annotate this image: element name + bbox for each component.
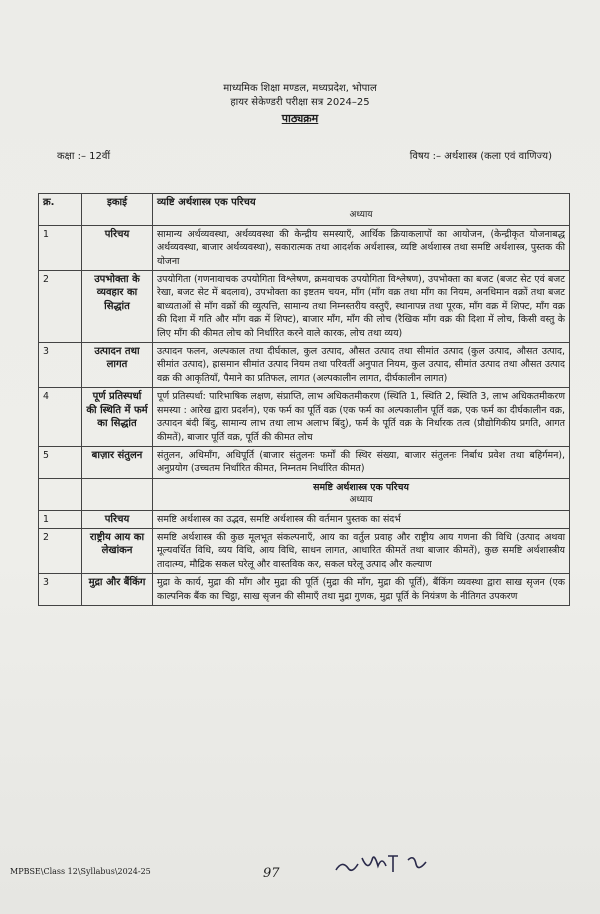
table-row (39, 528, 570, 573)
table-row (39, 388, 570, 447)
empty-cell (39, 478, 82, 510)
section-subtitle: अध्याय (349, 495, 373, 506)
row-sno: 2 (39, 271, 82, 343)
column-header-unit: इकाई (82, 194, 153, 226)
row-content: समष्टि अर्थशास्त्र की कुछ मूलभूत संकल्पनाएँ, आय का वर्तुल प्रवाह और राष्ट्रीय आय गणना की विधि (उत्पाद अथवा मूल्यवर्धित विधि, व्यय विधि, आय विधि, साधन लागत, आधारित कीमतें तथा बाजार कीमतें), कुछ समष्टि अर्थशास्त्रीय तादात्म्य, मौद्रिक सकल घरेलू और वास्तविक कर, सकल घरेलू उत्पाद और कल्याण (153, 528, 570, 573)
row-content: मुद्रा के कार्य, मुद्रा की माँग और मुद्रा की पूर्ति (मुद्रा की माँग, मुद्रा की पूर्ति), बैंकिंग व्यवस्था द्वारा साख सृजन (एक काल्पनिक बैंक का चिट्ठा, साख सृजन की सीमाएँ तथा मुद्रा गुणक, मुद्रा पूर्ति के नियंत्रण के नीतिगत उपकरण (153, 574, 570, 606)
row-unit: बाज़ार संतुलन (82, 446, 153, 478)
row-sno: 1 (39, 510, 82, 528)
table-row (39, 343, 570, 388)
syllabus-title: पाठ्यक्रम (281, 112, 319, 125)
row-unit: पूर्ण प्रतिस्पर्धा की स्थिति में फर्म का सिद्धांत (82, 388, 153, 447)
row-content: संतुलन, अधिमाँग, अधिपूर्ति (बाजार संतुलनः फर्मों की स्थिर संख्या, बाजार संतुलनः निर्बाध प्रवेश तथा बहिर्गमन), अनुप्रयोग (उच्चतम निर्धारित कीमत, निम्नतम निर्धारित कीमत) (153, 446, 570, 478)
table-row (39, 225, 570, 270)
board-name: माध्यमिक शिक्षा मण्डल, मध्यप्रदेश, भोपाल (223, 83, 377, 94)
class-label: कक्षा :– 12वीं (57, 151, 111, 162)
table-row (39, 446, 570, 478)
row-unit: परिचय (82, 225, 153, 270)
section-title: समष्टि अर्थशास्त्र एक परिचय (313, 481, 409, 493)
row-unit: मुद्रा और बैंकिंग (82, 574, 153, 606)
subject-label: विषय :– अर्थशास्त्र (कला एवं वाणिज्य) (409, 151, 552, 162)
section-row-macro (39, 478, 570, 510)
row-content: उपयोगिता (गणनावाचक उपयोगिता विश्लेषण, क्रमवाचक उपयोगिता विश्लेषण), उपभोक्ता का बजट (बजट सेट एवं बजट रेखा, बजट सेट में बदलाव), उपभोक्ता का इष्टतम चयन, माँग (माँग वक्र तथा माँग का नियम, अनधिमान वक्रों तथा बजट बाध्यताओं से माँग वक्रों की व्युत्पत्ति, सामान्य तथा निम्नस्तरीय वस्तुएँ, स्थानापन्न तथा पूरक, माँग वक्र में शिफ्ट, माँग वक्र की दिशा में गति और माँग वक्र में शिफ्ट), बाजार माँग, माँग की लोच (रैखिक माँग वक्र की दिशा में लोच, किसी वस्तु के लिए माँग की कीमत लोच को निर्धारित करने वाले कारक, लोच तथा व्यय) (153, 271, 570, 343)
row-sno: 2 (39, 528, 82, 573)
section-heading-macro (153, 478, 570, 510)
empty-cell (82, 478, 153, 510)
row-sno: 5 (39, 446, 82, 478)
row-unit: परिचय (82, 510, 153, 528)
table-row (39, 510, 570, 528)
table-row (39, 271, 570, 343)
section-subtitle: अध्याय (349, 210, 373, 221)
table-row (39, 574, 570, 606)
row-sno: 3 (39, 343, 82, 388)
row-unit: उपभोक्ता के व्यवहार का सिद्धांत (82, 271, 153, 343)
row-sno: 1 (39, 225, 82, 270)
row-sno: 4 (39, 388, 82, 447)
exam-session: हायर सेकेण्डरी परीक्षा सत्र 2024–25 (230, 97, 370, 108)
syllabus-table (38, 193, 570, 606)
section-title: व्यष्टि अर्थशास्त्र एक परिचय (157, 197, 256, 208)
section-heading-micro (153, 194, 570, 226)
column-header-sno: क्र. (39, 194, 82, 226)
row-sno: 3 (39, 574, 82, 606)
row-content: उत्पादन फलन, अल्पकाल तथा दीर्घकाल, कुल उत्पाद, औसत उत्पाद तथा सीमांत उत्पाद (कुल उत्पाद, औसत उत्पाद, सीमांत उत्पाद), ह्रासमान सीमांत उत्पाद नियम तथा परिवर्ती अनुपात नियम, कुल उत्पाद, सीमांत उत्पाद तथा औसत उत्पाद वक्र की आकृतियाँ, पैमाने का प्रतिफल, लागत (अल्पकालीन लागत, दीर्घकालीन लागत) (153, 343, 570, 388)
row-content: सामान्य अर्थव्यवस्था, अर्थव्यवस्था की केन्द्रीय समस्याएँ, आर्थिक क्रियाकलापों का आयोजन, (केन्द्रीकृत योजनाबद्ध अर्थव्यवस्था, बाजार अर्थव्यवस्था), सकारात्मक तथा आदर्शक अर्थशास्त्र, व्यष्टि अर्थशास्त्र तथा समष्टि अर्थशास्त्र, पुस्तक की योजना (153, 225, 570, 270)
table-header-row (39, 194, 570, 226)
row-content: पूर्ण प्रतिस्पर्धा: पारिभाषिक लक्षण, संप्राप्ति, लाभ अधिकतमीकरण (स्थिति 1, स्थिति 2, स्थिति 3, लाभ अधिकतमीकरण समस्या : आरेख द्वारा प्रदर्शन), एक फर्म का पूर्ति वक्र (एक फर्म का अल्पकालीन पूर्ति वक्र, एक फर्म का दीर्घकालीन वक्र, उत्पादन बंदी बिंदु, सामान्य लाभ तथा लाभ अलाभ बिंदु), फर्म के पूर्ति वक्र के निर्धारक तत्व (प्रौद्योगिकीय प्रगति, आगत कीमतें), बाजार पूर्ति वक्र, पूर्ति की कीमत लोच (153, 388, 570, 447)
row-unit: उत्पादन तथा लागत (82, 343, 153, 388)
row-unit: राष्ट्रीय आय का लेखांकन (82, 528, 153, 573)
footer-path: MPBSE\Class 12\Syllabus\2024-25 (10, 867, 151, 876)
row-content: समष्टि अर्थशास्त्र का उद्भव, समष्टि अर्थशास्त्र की वर्तमान पुस्तक का संदर्भ (153, 510, 570, 528)
signature-image (332, 848, 442, 884)
document-header (0, 82, 600, 126)
page-number: 97 (263, 866, 280, 881)
